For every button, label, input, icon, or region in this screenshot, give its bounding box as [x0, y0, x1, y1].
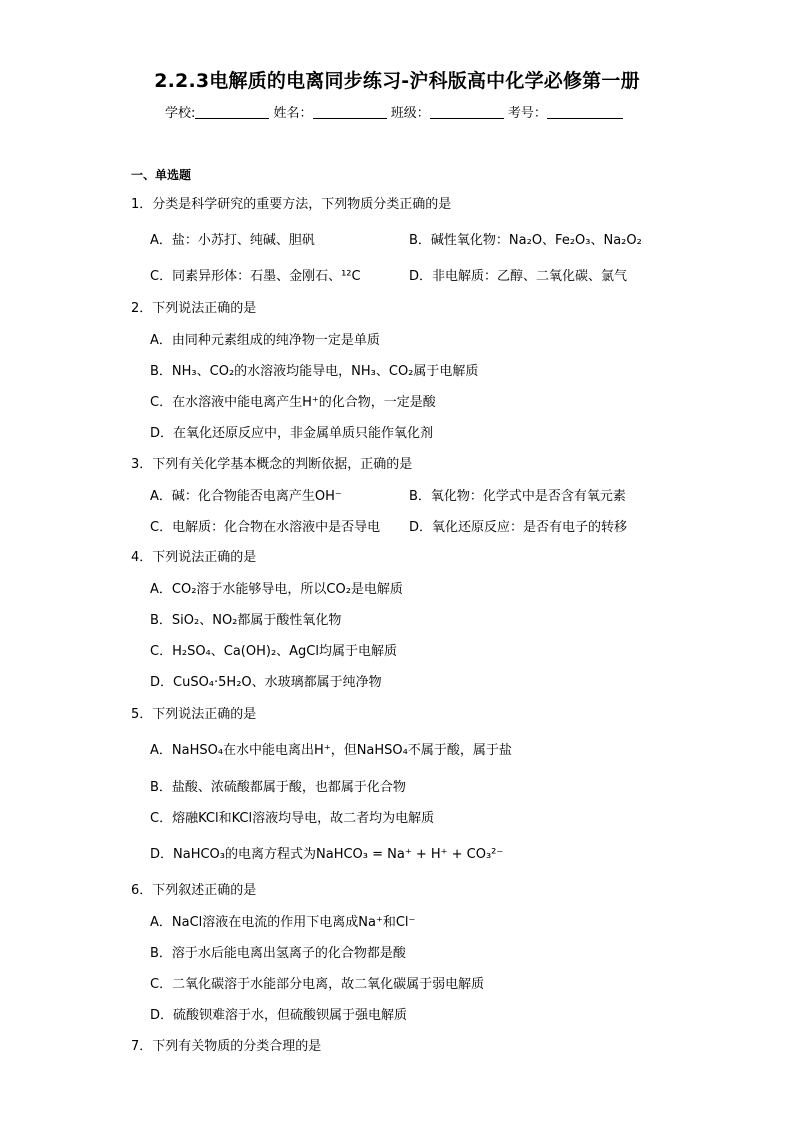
page-title: 2.2.3电解质的电离同步练习-沪科版高中化学必修第一册 [154, 70, 640, 92]
question-2-stem: 2．下列说法正确的是 [131, 301, 257, 316]
name-blank[interactable] [313, 106, 387, 119]
question-3-option-a: A．碱：化合物能否电离产生OH⁻ [150, 489, 342, 504]
school-label: 学校: [165, 106, 196, 121]
question-6-option-a: A．NaCl溶液在电流的作用下电离成Na⁺和Cl⁻ [150, 915, 416, 930]
name-label: 姓名： [273, 106, 313, 121]
question-5-option-d: D．NaHCO₃的电离方程式为NaHCO₃ = Na⁺ + H⁺ + CO₃²⁻ [150, 847, 504, 862]
question-4-option-d: D．CuSO₄·5H₂O、水玻璃都属于纯净物 [150, 675, 382, 690]
question-4-option-a: A．CO₂溶于水能够导电，所以CO₂是电解质 [150, 582, 403, 597]
question-1-stem: 1．分类是科学研究的重要方法，下列物质分类正确的是 [131, 197, 452, 212]
question-2-option-b: B．NH₃、CO₂的水溶液均能导电，NH₃、CO₂属于电解质 [150, 364, 479, 379]
question-6-option-c: C．二氧化碳溶于水能部分电离，故二氧化碳属于弱电解质 [150, 977, 485, 992]
section-heading: 一、单选题 [131, 168, 192, 182]
question-2-option-c: C．在水溶液中能电离产生H⁺的化合物，一定是酸 [150, 395, 436, 410]
class-blank[interactable] [430, 106, 504, 119]
question-3-stem: 3．下列有关化学基本概念的判断依据，正确的是 [131, 457, 413, 472]
school-blank[interactable] [195, 106, 269, 119]
question-3-option-c: C．电解质：化合物在水溶液中是否导电 [150, 520, 381, 535]
student-info-line [165, 102, 623, 121]
question-1-option-b: B．碱性氧化物：Na₂O、Fe₂O₃、Na₂O₂ [409, 233, 642, 248]
number-label: 考号： [507, 106, 547, 121]
question-6-option-d: D．硫酸钡难溶于水，但硫酸钡属于强电解质 [150, 1008, 408, 1023]
question-5-option-a: A．NaHSO₄在水中能电离出H⁺，但NaHSO₄不属于酸，属于盐 [150, 743, 512, 758]
question-2-option-a: A．由同种元素组成的纯净物一定是单质 [150, 333, 380, 348]
question-4-option-b: B．SiO₂、NO₂都属于酸性氧化物 [150, 613, 342, 628]
question-2-option-d: D．在氧化还原反应中，非金属单质只能作氧化剂 [150, 426, 434, 441]
question-1-option-d: D．非电解质：乙醇、二氧化碳、氯气 [409, 269, 628, 284]
question-6-option-b: B．溶于水后能电离出氢离子的化合物都是酸 [150, 946, 406, 961]
question-1-option-c: C．同素异形体：石墨、金刚石、¹²C [150, 269, 361, 284]
question-5-option-b: B．盐酸、浓硫酸都属于酸，也都属于化合物 [150, 780, 406, 795]
question-3-option-d: D．氧化还原反应：是否有电子的转移 [409, 520, 628, 535]
question-7-stem: 7．下列有关物质的分类合理的是 [131, 1039, 322, 1054]
question-1-option-a: A．盐：小苏打、纯碱、胆矾 [150, 233, 315, 248]
number-blank[interactable] [547, 106, 623, 119]
question-3-option-b: B．氧化物：化学式中是否含有氧元素 [409, 489, 626, 504]
class-label: 班级： [390, 106, 430, 121]
question-4-stem: 4．下列说法正确的是 [131, 550, 257, 565]
question-6-stem: 6．下列叙述正确的是 [131, 883, 257, 898]
question-5-option-c: C．熔融KCl和KCl溶液均导电，故二者均为电解质 [150, 811, 435, 826]
question-4-option-c: C．H₂SO₄、Ca(OH)₂、AgCl均属于电解质 [150, 644, 398, 659]
question-5-stem: 5．下列说法正确的是 [131, 707, 257, 722]
